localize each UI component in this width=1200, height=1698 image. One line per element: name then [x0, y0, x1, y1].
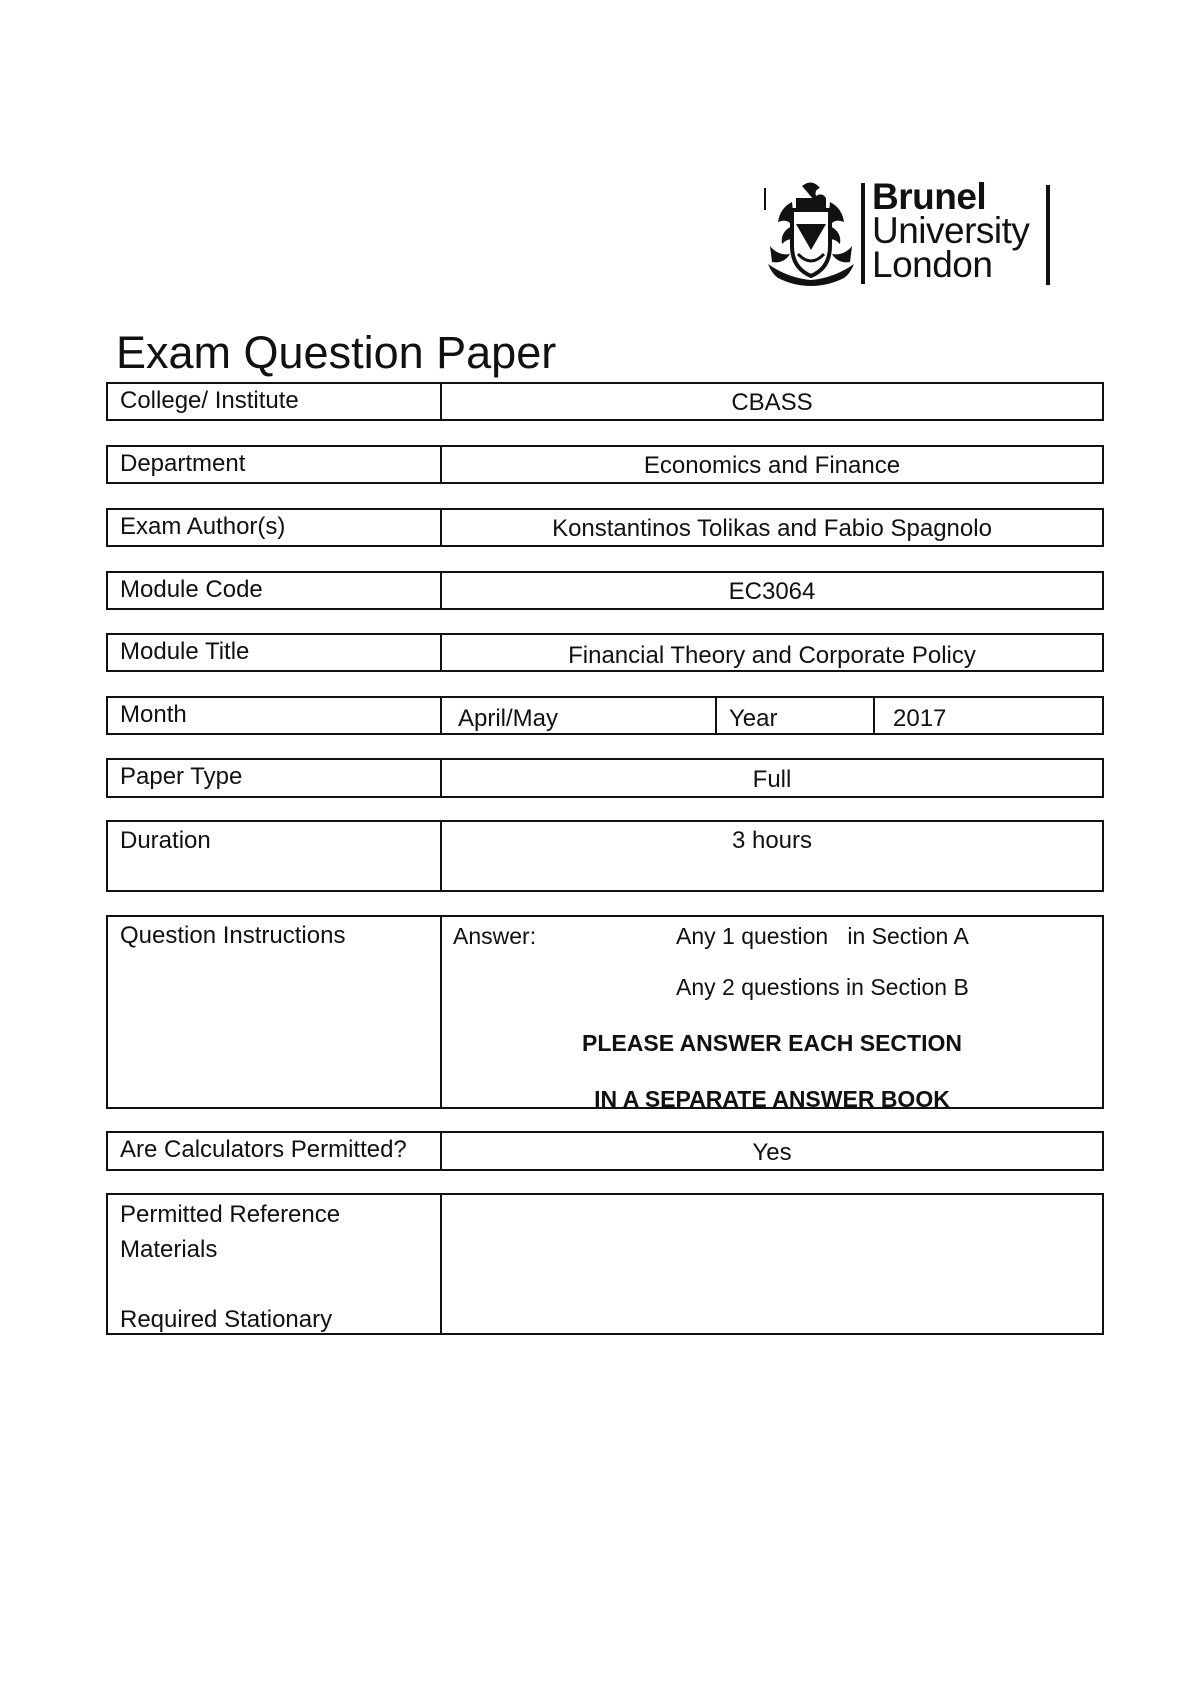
answer-label: Answer: [453, 923, 537, 949]
logo-divider [861, 183, 865, 284]
crest-icon [762, 180, 860, 288]
college-row [106, 382, 1104, 421]
module-title-label: Module Title [108, 635, 442, 670]
module-code-value: EC3064 [728, 578, 816, 605]
college-value: CBASS [731, 389, 813, 416]
instruction-section-b: Any 2 questions in Section B [676, 974, 969, 1000]
month-row [106, 696, 1104, 735]
module-title-value: Financial Theory and Corporate Policy [568, 642, 976, 669]
duration-label: Duration [108, 822, 442, 890]
instructions-row [106, 915, 1104, 1112]
duration-row [106, 820, 1104, 892]
materials-row [106, 1193, 1104, 1335]
paper-type-value: Full [752, 766, 792, 793]
materials-label [108, 1195, 442, 1333]
calculators-label: Are Calculators Permitted? [108, 1133, 442, 1169]
logo-line-university: University [872, 210, 1030, 251]
department-value: Economics and Finance [643, 452, 901, 479]
stationary-label: Required Stationary [120, 1306, 333, 1333]
calculators-value: Yes [752, 1139, 792, 1166]
module-title-row [106, 633, 1104, 672]
instructions-content [442, 917, 1102, 1112]
instruction-bold-line-1: PLEASE ANSWER EACH SECTION [582, 1030, 962, 1056]
authors-value: Konstantinos Tolikas and Fabio Spagnolo [552, 515, 992, 542]
instruction-bold-line-2: IN A SEPARATE ANSWER BOOK [594, 1086, 950, 1112]
authors-label: Exam Author(s) [108, 510, 442, 545]
page-title: Exam Question Paper [116, 327, 557, 378]
month-value: April/May [442, 698, 717, 733]
month-label: Month [108, 698, 442, 733]
module-code-row [106, 571, 1104, 610]
college-label: College/ Institute [108, 384, 442, 419]
logo-wordmark [872, 176, 1030, 285]
logo-divider-right [1046, 185, 1050, 285]
calculators-row [106, 1131, 1104, 1171]
logo-line-london: London [872, 244, 993, 285]
logo-tick [764, 188, 766, 210]
materials-value [442, 1195, 1102, 1333]
paper-type-row [106, 758, 1104, 798]
year-label: Year [717, 698, 875, 733]
department-label: Department [108, 447, 442, 482]
authors-row [106, 508, 1104, 547]
department-row [106, 445, 1104, 484]
instruction-section-a: Any 1 question in Section A [676, 923, 969, 949]
university-logo [762, 176, 1062, 290]
materials-label-line-1: Permitted Reference [120, 1201, 341, 1228]
paper-type-label: Paper Type [108, 760, 442, 796]
year-value: 2017 [893, 705, 947, 732]
duration-value: 3 hours [731, 827, 813, 854]
module-code-label: Module Code [108, 573, 442, 608]
instructions-label: Question Instructions [108, 917, 442, 1107]
materials-label-line-2: Materials [120, 1236, 218, 1263]
logo-line-brunel: Brunel [872, 176, 987, 217]
